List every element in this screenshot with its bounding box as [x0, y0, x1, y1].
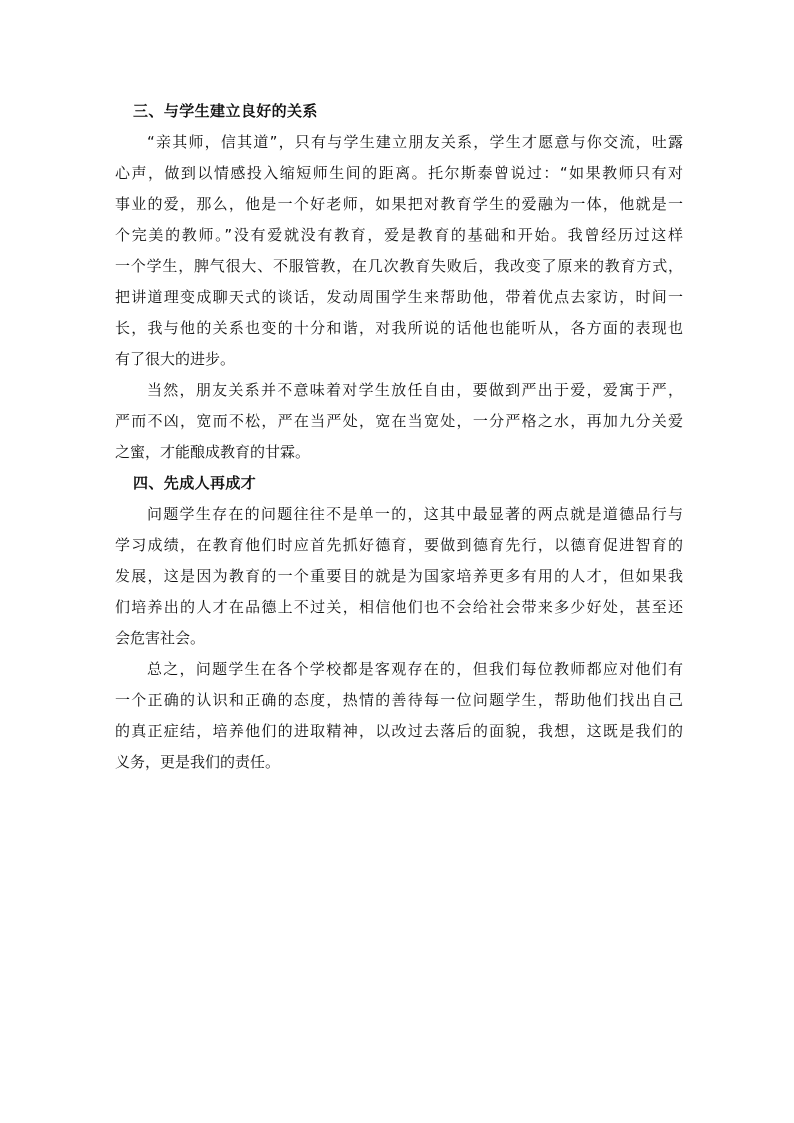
- text-line: 个完美的教师。”没有爱就没有教育，爱是教育的基础和开始。我曾经历过这样: [115, 226, 683, 244]
- text-line: 问题学生存在的问题往往不是单一的，这其中最显著的两点就是道德品行与: [147, 505, 683, 523]
- section-heading: 三、与学生建立良好的关系: [133, 102, 318, 120]
- section-character-first: [115, 468, 683, 778]
- text-line: 之蜜，才能酿成教育的甘霖。: [115, 443, 311, 461]
- text-line: 一个学生，脾气很大、不服管教，在几次教育失败后，我改变了原来的教育方式，: [115, 257, 683, 275]
- paragraph: [115, 375, 683, 468]
- text-line: 把讲道理变成聊天式的谈话，发动周围学生来帮助他，带着优点去家访，时间一: [115, 288, 683, 306]
- text-line: 学习成绩，在教育他们时应首先抓好德育，要做到德育先行，以德育促进智育的: [115, 536, 683, 554]
- text-line: 义务，更是我们的责任。: [115, 753, 281, 771]
- text-line: 事业的爱，那么，他是一个好老师，如果把对教育学生的爱融为一体，他就是一: [115, 195, 683, 213]
- text-line: 总之，问题学生在各个学校都是客观存在的，但我们每位教师都应对他们有: [147, 660, 683, 678]
- text-line: 严而不凶，宽而不松，严在当严处，宽在当宽处，一分严格之水，再加九分关爱: [115, 412, 683, 430]
- text-line: 发展，这是因为教育的一个重要目的就是为国家培养更多有用的人才，但如果我: [115, 567, 683, 585]
- section-heading: 四、先成人再成才: [133, 474, 257, 492]
- text-line: 长，我与他的关系也变的十分和谐，对我所说的话他也能听从，各方面的表现也: [115, 319, 683, 337]
- text-line: “亲其师，信其道”，只有与学生建立朋友关系，学生才愿意与你交流，吐露: [147, 133, 683, 151]
- text-line: 有了很大的进步。: [115, 350, 236, 368]
- document-body: [115, 96, 683, 778]
- paragraph: [115, 654, 683, 778]
- text-line: 当然，朋友关系并不意味着对学生放任自由，要做到严出于爱，爱寓于严，: [147, 381, 683, 399]
- text-line: 的真正症结，培养他们的进取精神，以改过去落后的面貌，我想，这既是我们的: [115, 722, 683, 740]
- text-line: 一个正确的认识和正确的态度，热情的善待每一位问题学生，帮助他们找出自己: [115, 691, 683, 709]
- section-relationship: [115, 96, 683, 468]
- text-line: 心声，做到以情感投入缩短师生间的距离。托尔斯泰曾说过：“如果教师只有对: [115, 164, 683, 182]
- paragraph: [115, 127, 683, 375]
- text-line: 们培养出的人才在品德上不过关，相信他们也不会给社会带来多少好处，甚至还: [115, 598, 683, 616]
- text-line: 会危害社会。: [115, 629, 206, 647]
- paragraph: [115, 499, 683, 654]
